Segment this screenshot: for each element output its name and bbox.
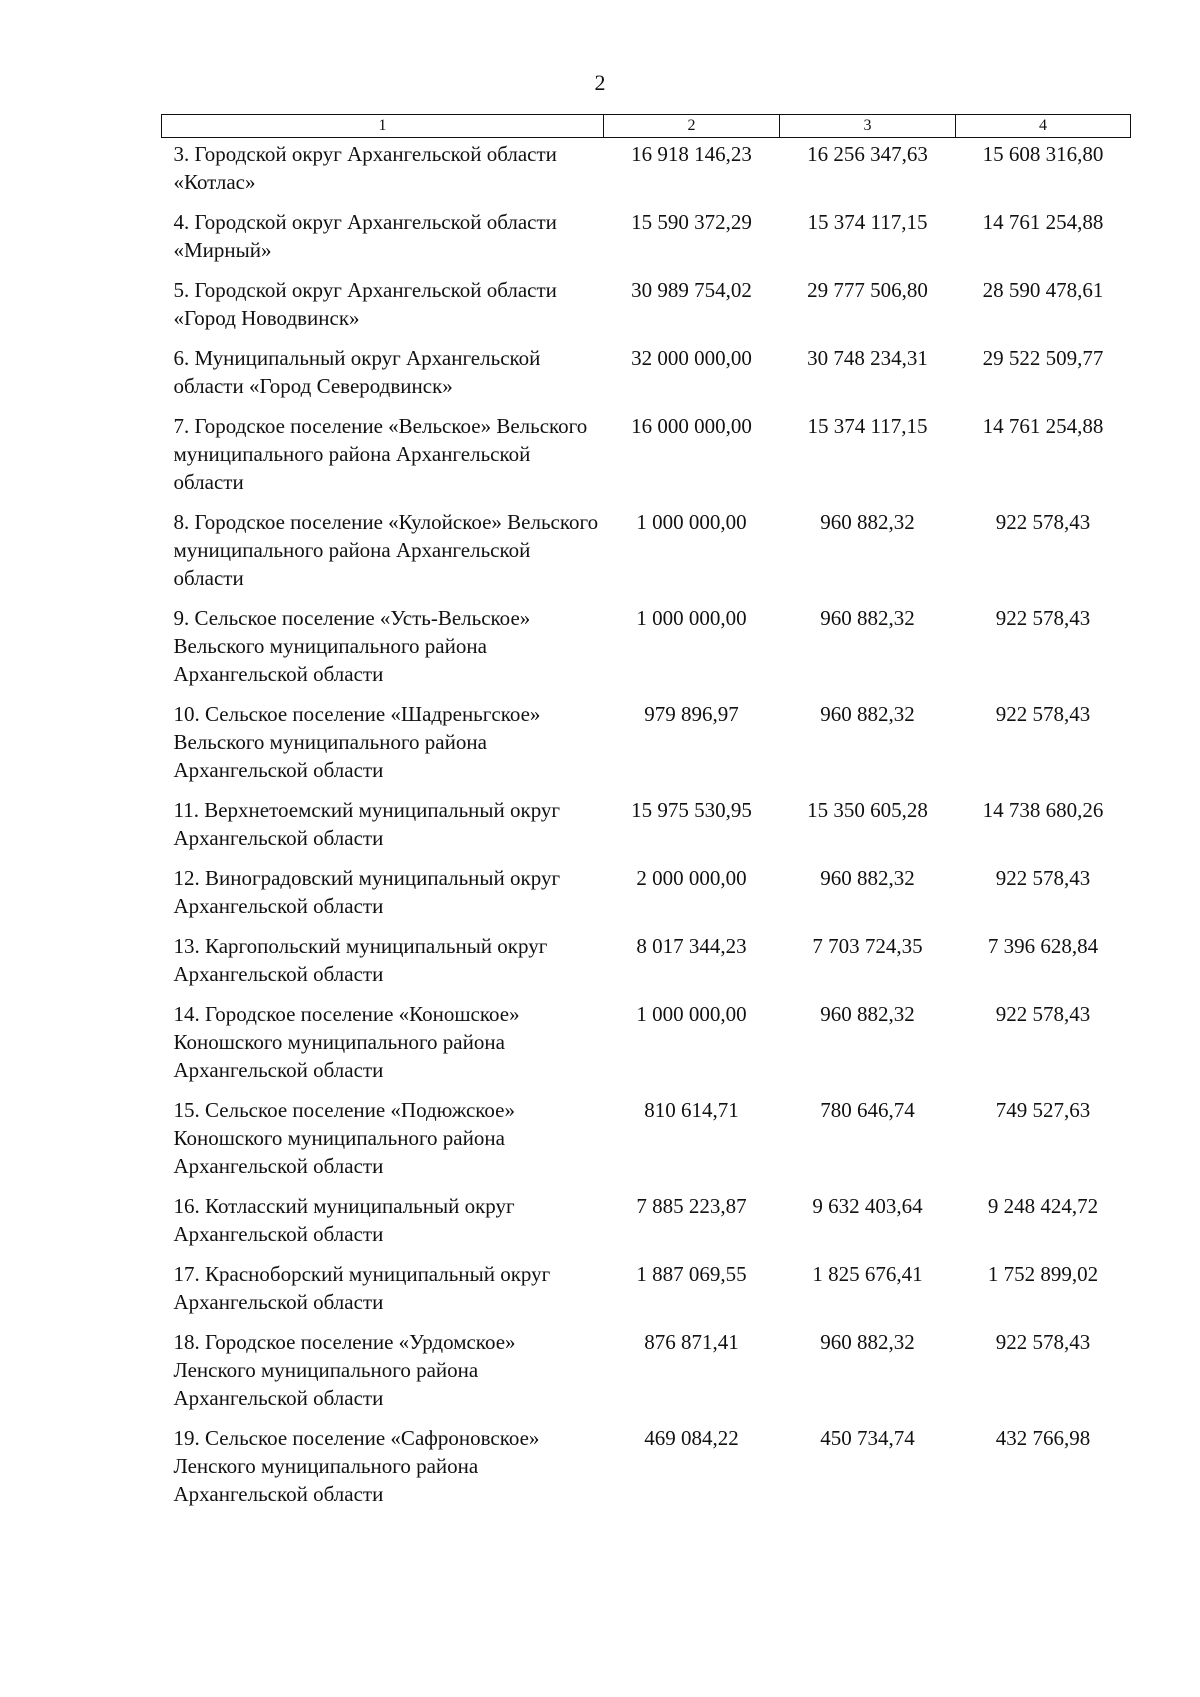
table-row bbox=[162, 700, 1131, 796]
value-column-2: 1 000 000,00 bbox=[636, 510, 747, 534]
value-column-4: 922 578,43 bbox=[995, 1330, 1091, 1354]
value-column-3: 30 748 234,31 bbox=[807, 346, 928, 370]
page-number: 2 bbox=[594, 70, 606, 95]
value-column-3: 15 374 117,15 bbox=[807, 210, 928, 234]
table-row bbox=[162, 412, 1131, 508]
value-column-4: 1 752 899,02 bbox=[987, 1262, 1099, 1286]
municipality-name: 16. Котласский муниципальный округ Архангельской области bbox=[173, 1194, 515, 1246]
table-row bbox=[162, 276, 1131, 344]
value-column-4: 922 578,43 bbox=[995, 510, 1091, 534]
table-row bbox=[162, 1260, 1131, 1328]
value-column-4: 14 738 680,26 bbox=[982, 798, 1104, 822]
table-row bbox=[162, 796, 1131, 864]
value-column-2: 876 871,41 bbox=[644, 1330, 739, 1354]
value-column-2: 8 017 344,23 bbox=[636, 934, 747, 958]
municipality-name: 19. Сельское поселение «Сафроновское» Ленского муниципального района Архангельской области bbox=[173, 1426, 540, 1506]
value-column-4: 28 590 478,61 bbox=[982, 278, 1104, 302]
municipality-name: 12. Виноградовский муниципальный округ Архангельской области bbox=[173, 866, 561, 918]
value-column-3: 780 646,74 bbox=[820, 1098, 915, 1122]
table-row bbox=[162, 864, 1131, 932]
municipality-name: 14. Городское поселение «Коношское» Коношского муниципального района Архангельской области bbox=[173, 1002, 520, 1082]
table-row bbox=[162, 208, 1131, 276]
table-row bbox=[162, 932, 1131, 1000]
table-row bbox=[162, 1328, 1131, 1424]
column-header-4: 4 bbox=[956, 115, 1131, 138]
municipality-name: 9. Сельское поселение «Усть-Вельское» Вельского муниципального района Архангельской области bbox=[173, 606, 531, 686]
value-column-4: 922 578,43 bbox=[995, 866, 1091, 890]
municipality-name: 10. Сельское поселение «Шадреньгское» Вельского муниципального района Архангельской области bbox=[173, 702, 541, 782]
table-row bbox=[162, 1096, 1131, 1192]
value-column-3: 960 882,32 bbox=[820, 866, 915, 890]
value-column-3: 960 882,32 bbox=[820, 702, 915, 726]
municipality-name: 13. Каргопольский муниципальный округ Архангельской области bbox=[173, 934, 548, 986]
municipality-name: 15. Сельское поселение «Подюжское» Коношского муниципального района Архангельской области bbox=[173, 1098, 516, 1178]
municipality-name: 17. Красноборский муниципальный округ Архангельской области bbox=[173, 1262, 551, 1314]
table-row bbox=[162, 1000, 1131, 1096]
value-column-3: 960 882,32 bbox=[820, 1002, 915, 1026]
value-column-2: 979 896,97 bbox=[644, 702, 739, 726]
value-column-2: 1 000 000,00 bbox=[636, 1002, 747, 1026]
table-row bbox=[162, 508, 1131, 604]
table-row bbox=[162, 1192, 1131, 1260]
municipality-name: 7. Городское поселение «Вельское» Вельского муниципального района Архангельской области bbox=[173, 414, 588, 494]
value-column-3: 16 256 347,63 bbox=[807, 142, 928, 166]
table-body bbox=[162, 138, 1131, 1521]
value-column-3: 7 703 724,35 bbox=[812, 934, 923, 958]
value-column-2: 16 000 000,00 bbox=[631, 414, 752, 438]
value-column-4: 922 578,43 bbox=[995, 606, 1091, 630]
column-header-1: 1 bbox=[162, 115, 604, 138]
column-header-2: 2 bbox=[604, 115, 780, 138]
value-column-2: 1 887 069,55 bbox=[636, 1262, 747, 1286]
value-column-3: 960 882,32 bbox=[820, 1330, 915, 1354]
column-header-3: 3 bbox=[780, 115, 956, 138]
value-column-4: 922 578,43 bbox=[995, 702, 1091, 726]
value-column-2: 2 000 000,00 bbox=[636, 866, 747, 890]
table-header-row bbox=[162, 115, 1131, 138]
value-column-4: 922 578,43 bbox=[995, 1002, 1091, 1026]
table-row bbox=[162, 344, 1131, 412]
municipality-name: 6. Муниципальный округ Архангельской области «Город Северодвинск» bbox=[173, 346, 541, 398]
value-column-3: 15 350 605,28 bbox=[807, 798, 928, 822]
value-column-4: 14 761 254,88 bbox=[982, 210, 1104, 234]
municipality-name: 5. Городской округ Архангельской области «Город Новодвинск» bbox=[173, 278, 557, 330]
value-column-3: 960 882,32 bbox=[820, 606, 915, 630]
municipality-name: 11. Верхнетоемский муниципальный округ Архангельской области bbox=[173, 798, 561, 850]
value-column-2: 469 084,22 bbox=[644, 1426, 739, 1450]
value-column-2: 15 975 530,95 bbox=[631, 798, 752, 822]
value-column-2: 30 989 754,02 bbox=[631, 278, 752, 302]
value-column-2: 32 000 000,00 bbox=[631, 346, 752, 370]
value-column-4: 9 248 424,72 bbox=[987, 1194, 1099, 1218]
municipality-name: 4. Городской округ Архангельской области «Мирный» bbox=[173, 210, 557, 262]
value-column-2: 16 918 146,23 bbox=[631, 142, 752, 166]
value-column-3: 29 777 506,80 bbox=[807, 278, 928, 302]
value-column-3: 9 632 403,64 bbox=[812, 1194, 923, 1218]
value-column-3: 1 825 676,41 bbox=[812, 1262, 923, 1286]
value-column-3: 15 374 117,15 bbox=[807, 414, 928, 438]
value-column-3: 450 734,74 bbox=[820, 1426, 915, 1450]
subsidy-table bbox=[161, 114, 1131, 1520]
value-column-2: 1 000 000,00 bbox=[636, 606, 747, 630]
table-header bbox=[162, 115, 1131, 138]
table-row bbox=[162, 1424, 1131, 1520]
value-column-4: 7 396 628,84 bbox=[987, 934, 1099, 958]
municipality-name: 3. Городской округ Архангельской области «Котлас» bbox=[173, 142, 557, 194]
value-column-4: 749 527,63 bbox=[995, 1098, 1091, 1122]
value-column-2: 15 590 372,29 bbox=[631, 210, 752, 234]
value-column-4: 14 761 254,88 bbox=[982, 414, 1104, 438]
municipality-name: 8. Городское поселение «Кулойское» Вельского муниципального района Архангельской области bbox=[173, 510, 599, 590]
value-column-4: 15 608 316,80 bbox=[982, 142, 1104, 166]
table-row bbox=[162, 604, 1131, 700]
municipality-name: 18. Городское поселение «Урдомское» Ленского муниципального района Архангельской области bbox=[173, 1330, 516, 1410]
value-column-2: 7 885 223,87 bbox=[636, 1194, 747, 1218]
value-column-3: 960 882,32 bbox=[820, 510, 915, 534]
value-column-4: 29 522 509,77 bbox=[982, 346, 1104, 370]
value-column-2: 810 614,71 bbox=[644, 1098, 739, 1122]
table-row bbox=[162, 138, 1131, 209]
value-column-4: 432 766,98 bbox=[995, 1426, 1091, 1450]
